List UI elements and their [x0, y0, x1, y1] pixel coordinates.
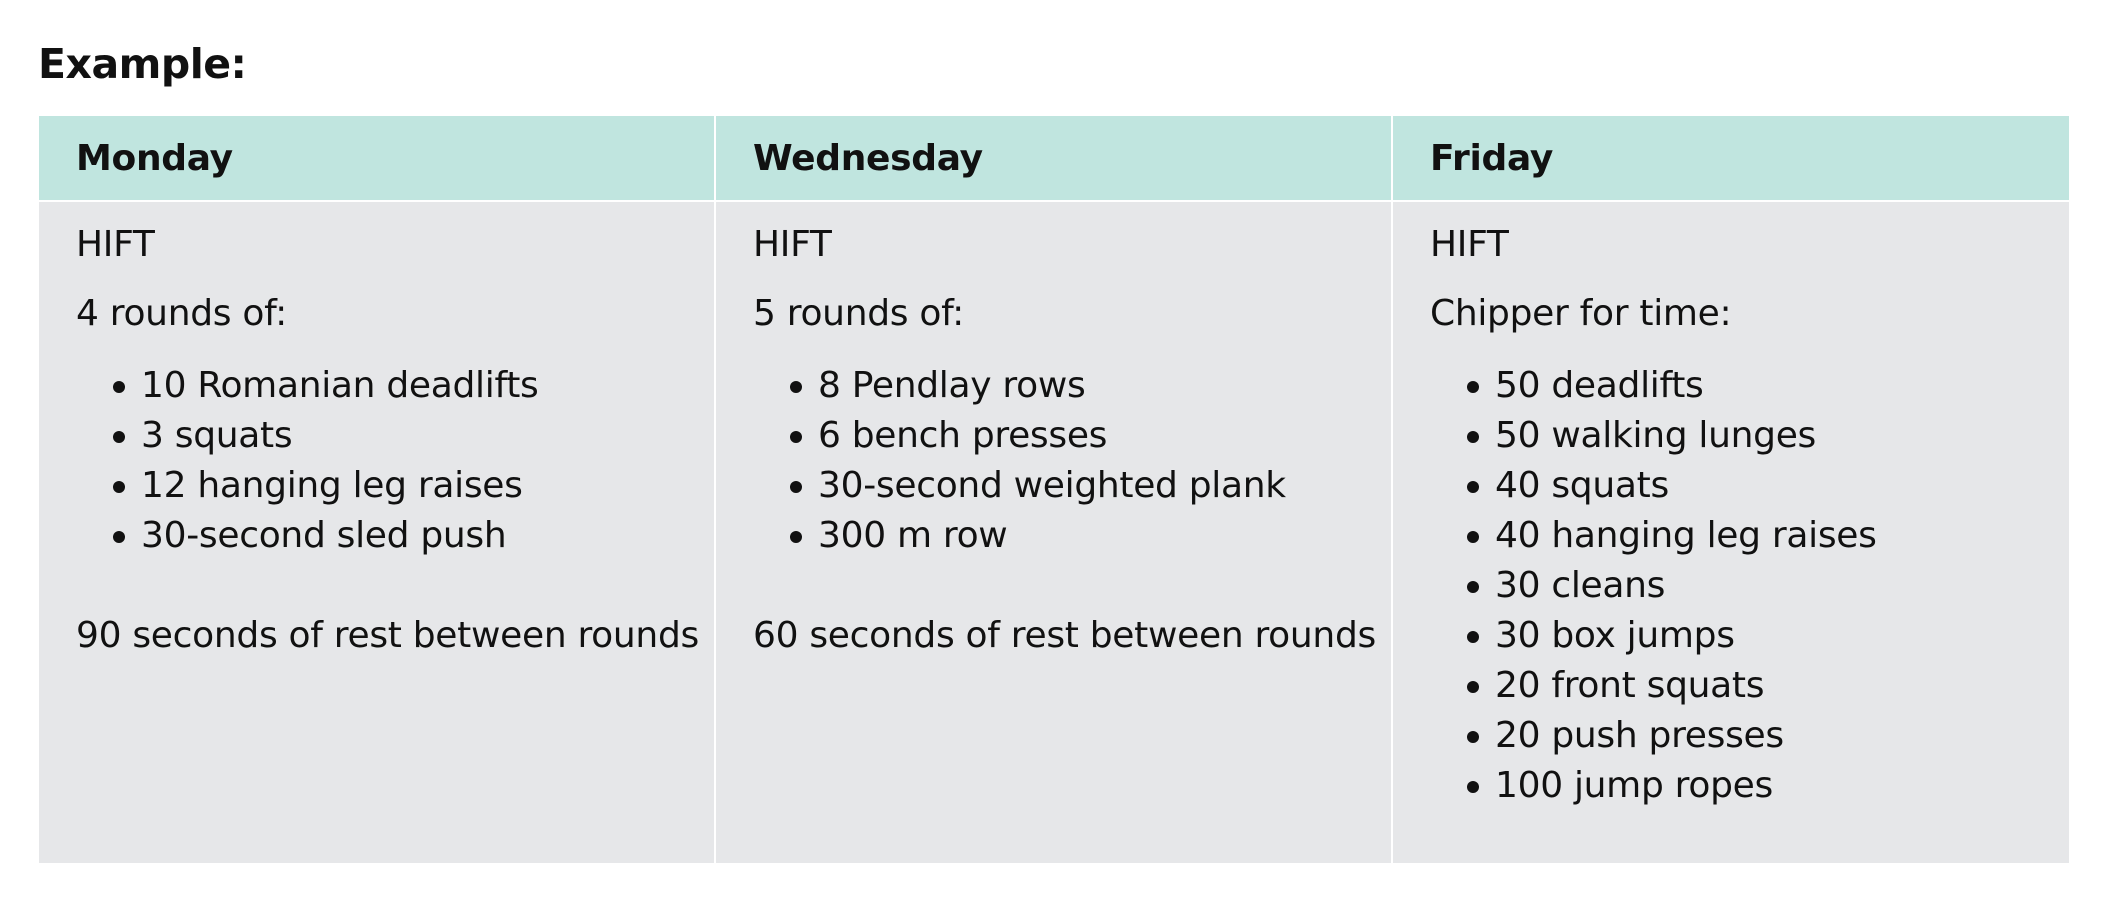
exercise-label: 100 jump ropes	[1495, 765, 1773, 806]
exercise-label: 40 squats	[1495, 465, 1669, 506]
day-body	[39, 202, 714, 863]
page-title: Example:	[38, 40, 247, 88]
exercise-list	[1430, 361, 2069, 811]
exercise-label: 40 hanging leg raises	[1495, 515, 1877, 556]
exercise-item	[1430, 361, 2069, 411]
bullet-icon	[1467, 731, 1479, 743]
workout-type: HIFT	[753, 224, 832, 265]
bullet-icon	[1467, 431, 1479, 443]
exercise-item	[1430, 561, 2069, 611]
exercise-label: 8 Pendlay rows	[818, 365, 1086, 406]
rest-note: 60 seconds of rest between rounds	[753, 615, 1376, 656]
day-column-wednesday	[716, 116, 1391, 863]
exercise-item	[753, 461, 1391, 511]
exercise-item	[1430, 411, 2069, 461]
exercise-item	[1430, 711, 2069, 761]
bullet-icon	[1467, 481, 1479, 493]
exercise-item	[1430, 511, 2069, 561]
workout-structure: 5 rounds of:	[753, 293, 965, 334]
exercise-label: 300 m row	[818, 515, 1008, 556]
exercise-item	[76, 461, 714, 511]
exercise-item	[76, 411, 714, 461]
rest-note: 90 seconds of rest between rounds	[76, 615, 699, 656]
bullet-icon	[1467, 781, 1479, 793]
day-body	[1393, 202, 2069, 863]
workout-table	[39, 116, 2069, 863]
bullet-icon	[1467, 381, 1479, 393]
exercise-label: 20 front squats	[1495, 665, 1765, 706]
day-column-friday	[1393, 116, 2069, 863]
exercise-label: 6 bench presses	[818, 415, 1108, 456]
bullet-icon	[113, 381, 125, 393]
bullet-icon	[1467, 631, 1479, 643]
day-header: Monday	[39, 116, 714, 200]
exercise-label: 30-second weighted plank	[818, 465, 1286, 506]
workout-structure: Chipper for time:	[1430, 293, 1732, 334]
exercise-item	[76, 361, 714, 411]
bullet-icon	[113, 481, 125, 493]
exercise-item	[1430, 661, 2069, 711]
exercise-list	[753, 361, 1391, 561]
exercise-item	[1430, 611, 2069, 661]
exercise-item	[753, 361, 1391, 411]
day-header: Wednesday	[716, 116, 1391, 200]
bullet-icon	[113, 531, 125, 543]
exercise-label: 30-second sled push	[141, 515, 507, 556]
bullet-icon	[790, 481, 802, 493]
day-header: Friday	[1393, 116, 2069, 200]
bullet-icon	[790, 531, 802, 543]
workout-structure: 4 rounds of:	[76, 293, 288, 334]
exercise-item	[76, 511, 714, 561]
bullet-icon	[790, 431, 802, 443]
exercise-label: 10 Romanian deadlifts	[141, 365, 539, 406]
bullet-icon	[1467, 681, 1479, 693]
bullet-icon	[1467, 531, 1479, 543]
exercise-label: 3 squats	[141, 415, 293, 456]
exercise-label: 30 box jumps	[1495, 615, 1735, 656]
workout-type: HIFT	[1430, 224, 1509, 265]
exercise-item	[1430, 461, 2069, 511]
day-column-monday	[39, 116, 714, 863]
exercise-list	[76, 361, 714, 561]
exercise-label: 12 hanging leg raises	[141, 465, 523, 506]
workout-type: HIFT	[76, 224, 155, 265]
bullet-icon	[790, 381, 802, 393]
bullet-icon	[1467, 581, 1479, 593]
exercise-label: 50 deadlifts	[1495, 365, 1704, 406]
bullet-icon	[113, 431, 125, 443]
day-body	[716, 202, 1391, 863]
exercise-item	[753, 411, 1391, 461]
exercise-label: 20 push presses	[1495, 715, 1784, 756]
exercise-label: 30 cleans	[1495, 565, 1666, 606]
exercise-label: 50 walking lunges	[1495, 415, 1817, 456]
exercise-item	[753, 511, 1391, 561]
exercise-item	[1430, 761, 2069, 811]
